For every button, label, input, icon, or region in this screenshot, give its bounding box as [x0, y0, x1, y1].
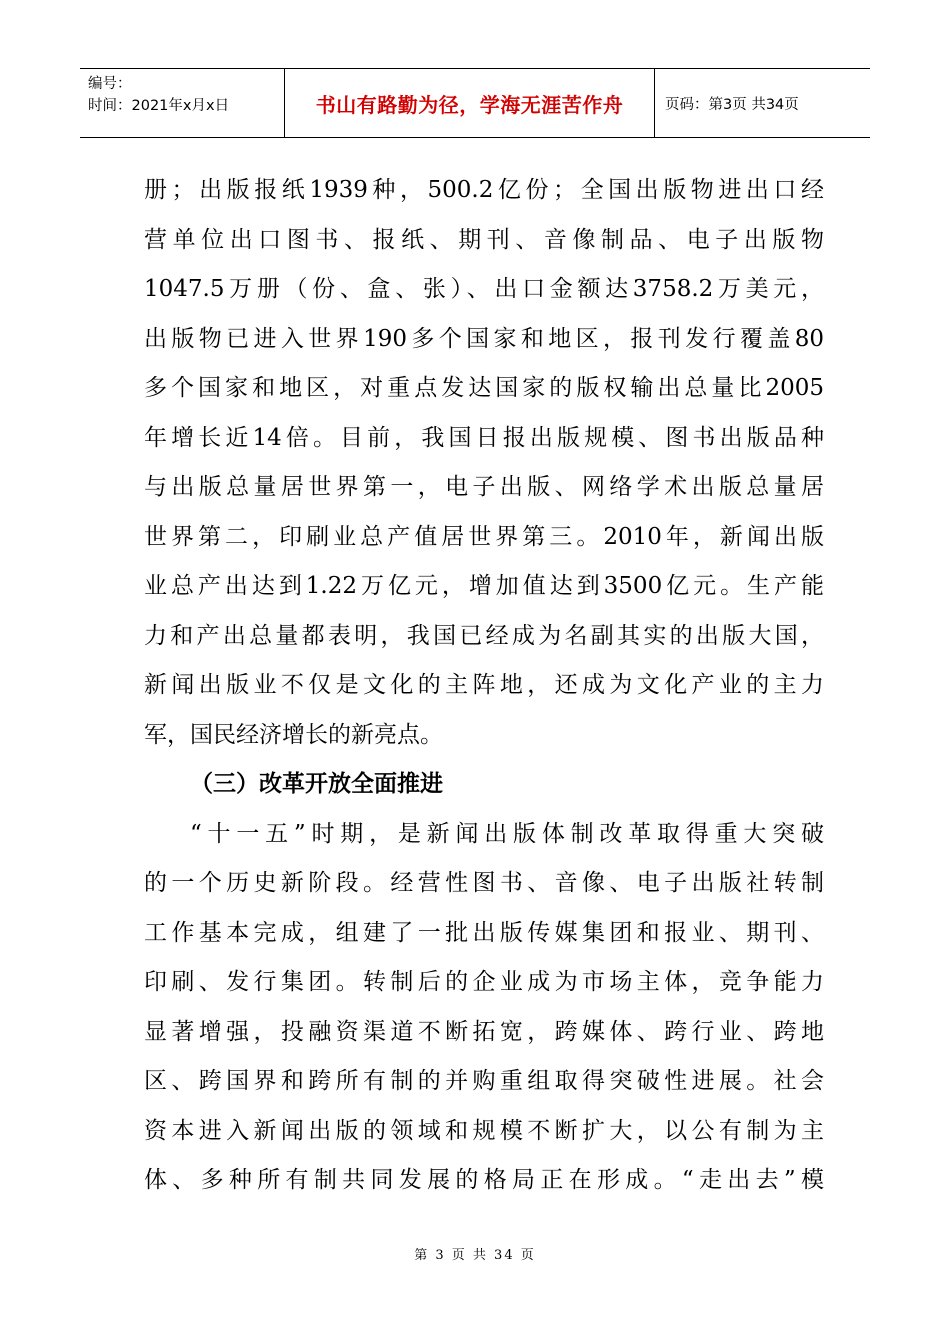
- text-line: 印刷、发行集团。转制后的企业成为市场主体，竞争能力: [144, 969, 824, 995]
- text-line: 力和产出总量都表明，我国已经成为名副其实的出版大国，: [144, 622, 824, 649]
- header-meta: [80, 69, 284, 137]
- text-line: 显著增强，投融资渠道不断拓宽，跨媒体、跨行业、跨地: [144, 1018, 824, 1045]
- page-footer: 第 3 页 共 34 页: [414, 1248, 536, 1263]
- section-heading: [144, 760, 824, 810]
- header-page-info: 页码：第3页 共34页: [665, 96, 799, 113]
- header-motto: 书山有路勤为径，学海无涯苦作舟: [284, 69, 655, 137]
- text-line: （三）改革开放全面推进: [190, 771, 443, 797]
- text-line: 工作基本完成，组建了一批出版传媒集团和报业、期刊、: [144, 919, 824, 946]
- document-time-label: 时间：2021年x月x日: [88, 98, 230, 114]
- text-line: 册；出版报纸1939种，500.2亿份；全国出版物进出口经: [144, 177, 824, 203]
- text-line: 世界第二，印刷业总产值居世界第三。2010年，新闻出版: [144, 523, 824, 550]
- text-line: 新闻出版业不仅是文化的主阵地，还成为文化产业的主力: [144, 672, 824, 698]
- text-line: 与出版总量居世界第一，电子出版、网络学术出版总量居: [144, 474, 824, 500]
- text-line: 业总产出达到1.22万亿元，增加值达到3500亿元。生产能: [144, 573, 824, 599]
- document-number-label: 编号：: [88, 76, 132, 92]
- document-body: [144, 166, 824, 1206]
- text-line: 的一个历史新阶段。经营性图书、音像、电子出版社转制: [144, 870, 824, 896]
- text-line: 体、多种所有制共同发展的格局正在形成。“走出去”模: [144, 1167, 824, 1193]
- text-line: “十一五”时期，是新闻出版体制改革取得重大突破: [190, 820, 824, 847]
- text-line: 1047.5万册（份、盒、张）、出口金额达3758.2万美元，: [144, 276, 824, 302]
- text-line: 多个国家和地区，对重点发达国家的版权输出总量比2005: [144, 375, 824, 401]
- text-line: 资本进入新闻出版的领域和规模不断扩大，以公有制为主: [144, 1117, 824, 1144]
- paragraph: [144, 166, 824, 760]
- text-line: 军，国民经济增长的新亮点。: [144, 721, 443, 748]
- text-line: 营单位出口图书、报纸、期刊、音像制品、电子出版物: [144, 226, 824, 253]
- paragraph: [144, 810, 824, 1206]
- page-header: [80, 68, 870, 138]
- text-line: 区、跨国界和跨所有制的并购重组取得突破性进展。社会: [144, 1068, 824, 1094]
- text-line: 年增长近14倍。目前，我国日报出版规模、图书出版品种: [144, 424, 824, 451]
- text-line: 出版物已进入世界190多个国家和地区，报刊发行覆盖80: [144, 325, 824, 352]
